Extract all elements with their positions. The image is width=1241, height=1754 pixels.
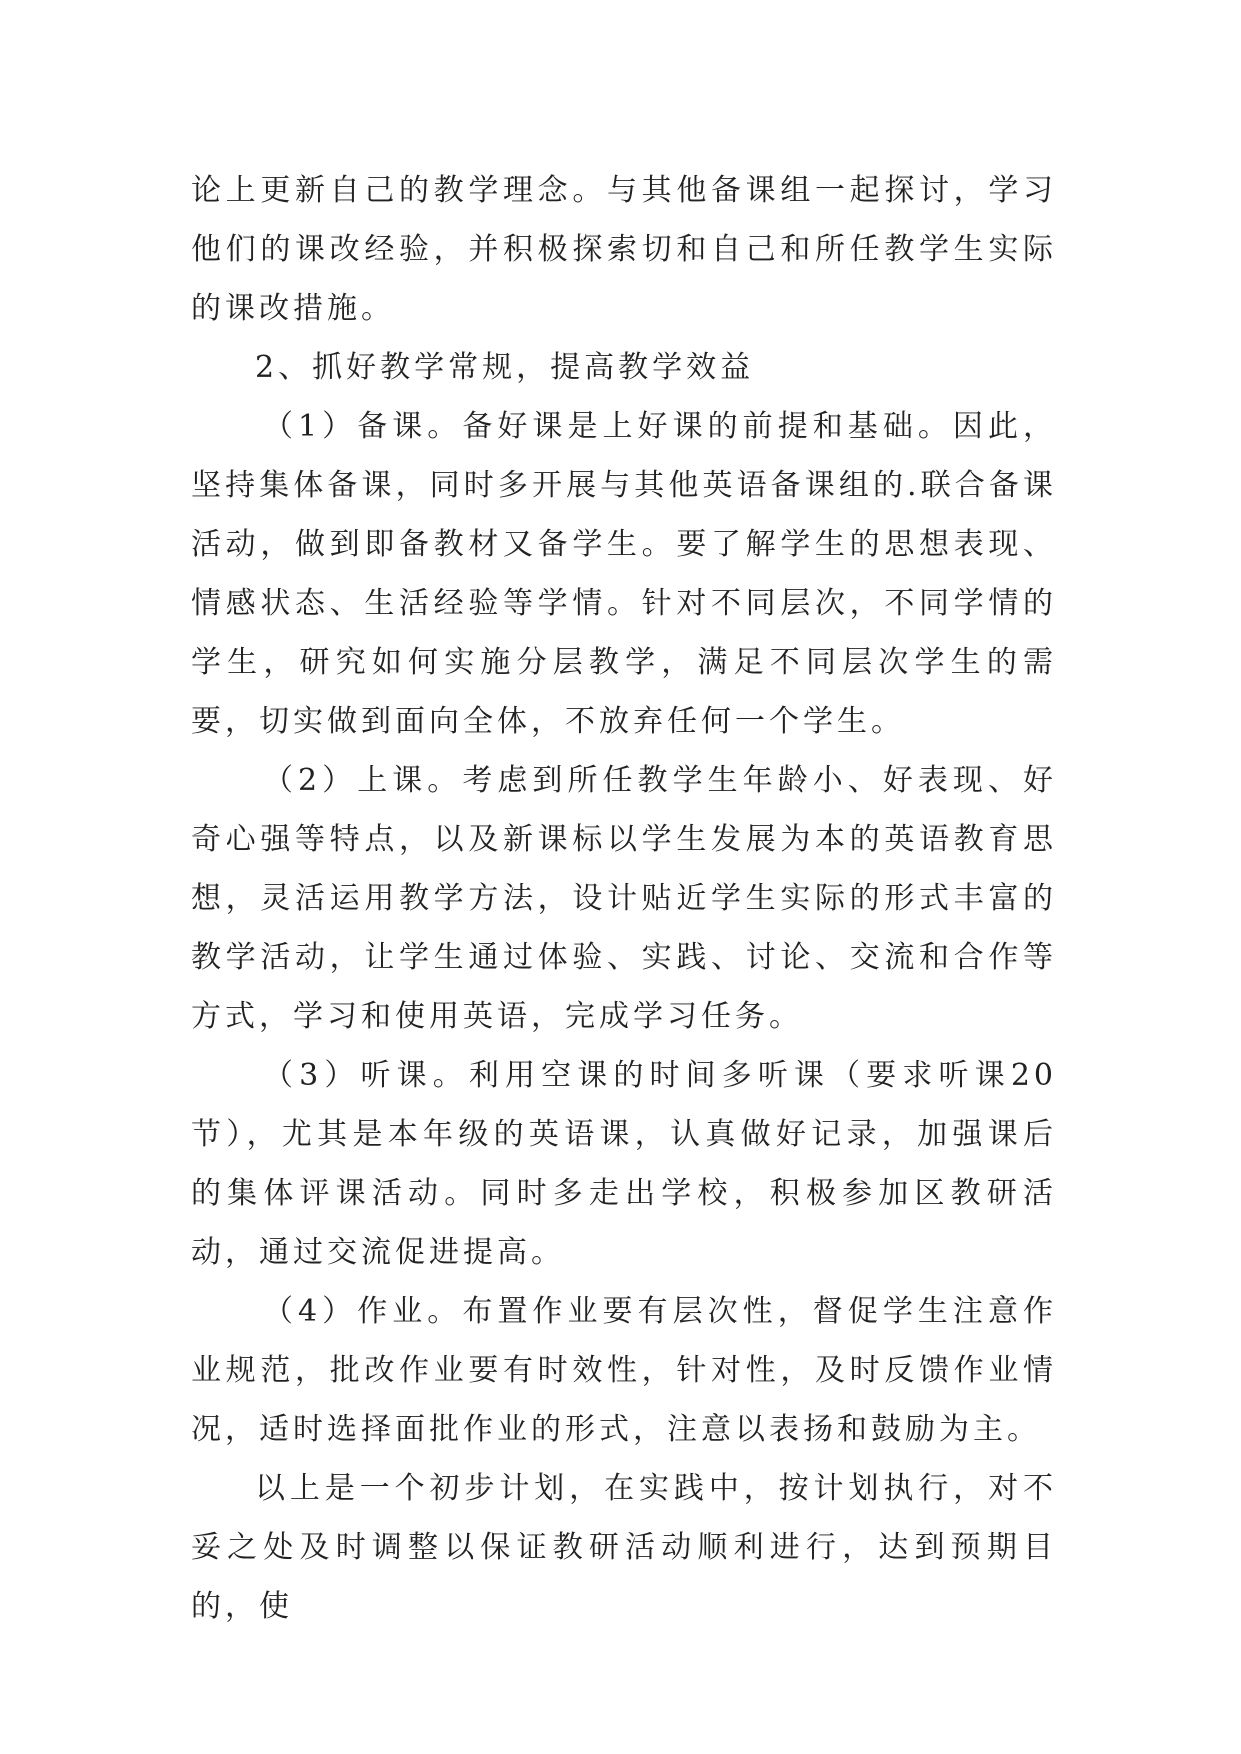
paragraph-homework: （4）作业。布置作业要有层次性，督促学生注意作业规范，批改作业要有时效性，针对性，及时反馈作业情况，适时选择面批作业的形式，注意以表扬和鼓励为主。 xyxy=(191,1294,1057,1447)
paragraph-teaching: （2）上课。考虑到所任教学生年龄小、好表现、好奇心强等特点，以及新课标以学生发展为本的英语教育思想，灵活运用教学方法，设计贴近学生实际的形式丰富的教学活动，让学生通过体验、实践、讨论、交流和合作等方式，学习和使用英语，完成学习任务。 xyxy=(191,763,1057,1034)
section-heading: 2、抓好教学常规，提高教学效益 xyxy=(255,350,755,385)
paragraph-lesson-prep: （1）备课。备好课是上好课的前提和基础。因此，坚持集体备课，同时多开展与其他英语备课组的.联合备课活动，做到即备教材又备学生。要了解学生的思想表现、情感状态、生活经验等学情。针对不同层次，不同学情的学生，研究如何实施分层教学，满足不同层次学生的需要，切实做到面向全体，不放弃任何一个学生。 xyxy=(191,409,1057,739)
paragraph-continuation: 论上更新自己的教学理念。与其他备课组一起探讨，学习他们的课改经验，并积极探索切和自己和所任教学生实际的课改措施。 xyxy=(191,173,1057,326)
paragraph-observation: （3）听课。利用空课的时间多听课（要求听课20节），尤其是本年级的英语课，认真做好记录，加强课后的集体评课活动。同时多走出学校，积极参加区教研活动，通过交流促进提高。 xyxy=(191,1058,1057,1270)
document-body xyxy=(191,161,1057,1636)
paragraph-conclusion: 以上是一个初步计划，在实践中，按计划执行，对不妥之处及时调整以保证教研活动顺利进行，达到预期目的，使 xyxy=(191,1471,1057,1624)
